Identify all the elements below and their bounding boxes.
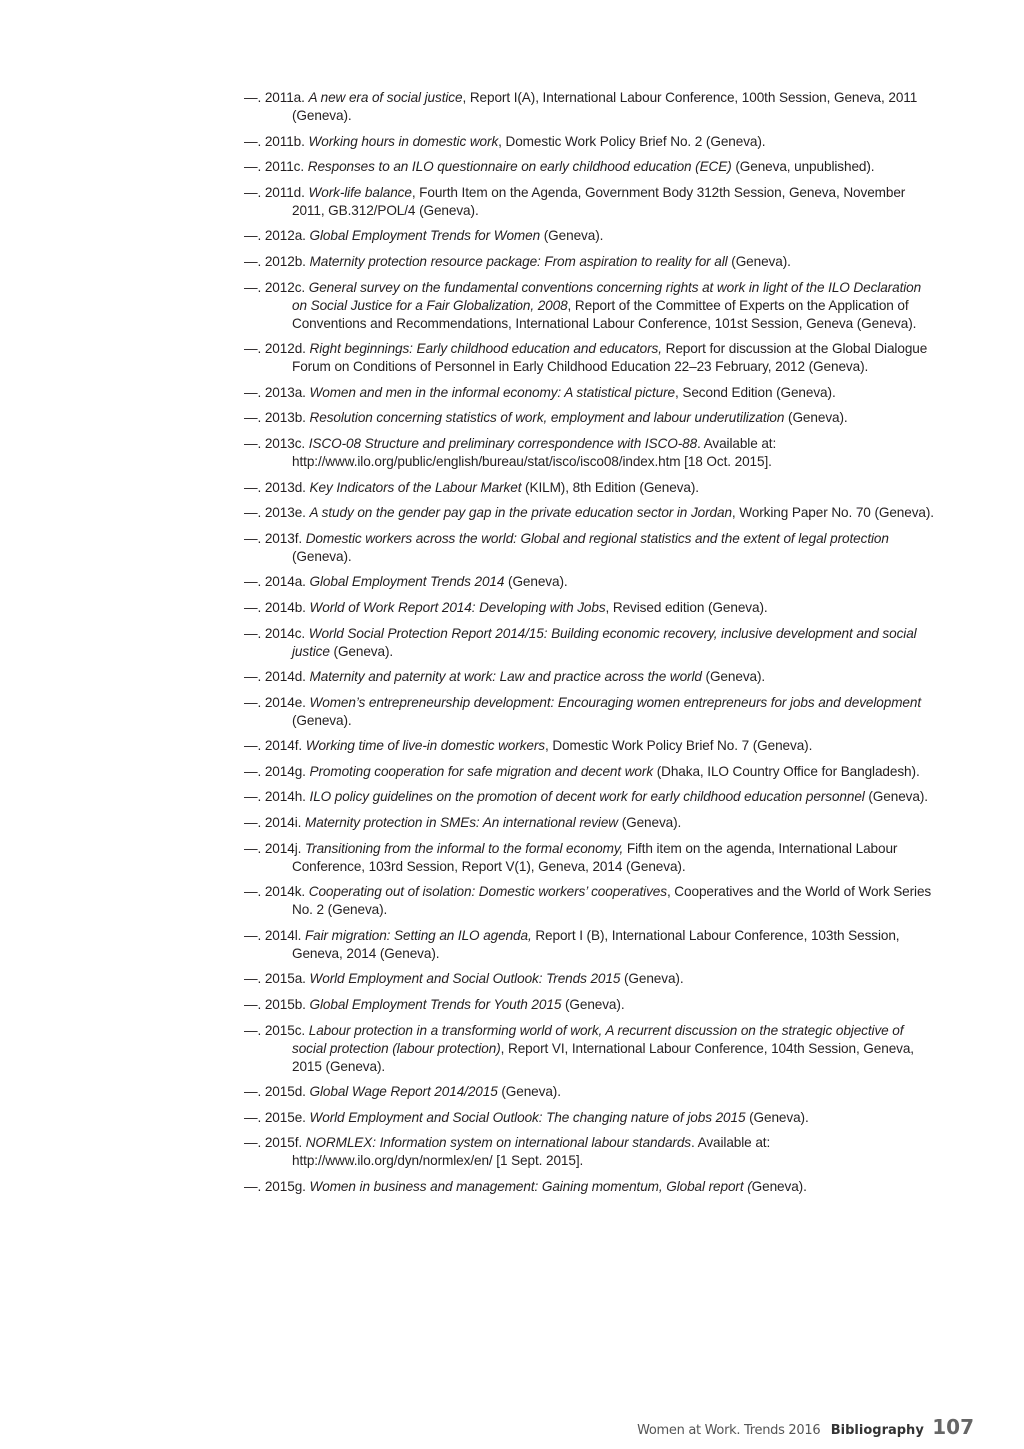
- bibliography-entry: [244, 668, 934, 686]
- entry-details: . Available at: http://www.ilo.org/dyn/normlex/en/ [1 Sept. 2015].: [292, 1135, 771, 1169]
- entry-title: Global Employment Trends for Women: [309, 228, 541, 244]
- entry-details: (Geneva).: [329, 643, 394, 659]
- entry-prefix: —. 2014l.: [244, 927, 305, 943]
- bibliography-entry: [244, 737, 934, 755]
- entry-prefix: —. 2015d.: [244, 1084, 310, 1100]
- entry-title: Women’s entrepreneurship development: Encouraging women entrepreneurs for jobs and development: [309, 694, 922, 710]
- entry-prefix: —. 2013a.: [244, 384, 310, 400]
- bibliography-entry: [244, 1083, 934, 1101]
- entry-prefix: —. 2015a.: [244, 971, 310, 987]
- bibliography-entry: [244, 530, 934, 566]
- entry-prefix: —. 2015e.: [244, 1109, 310, 1125]
- bibliography-entry: [244, 133, 934, 151]
- entry-title: A study on the gender pay gap in the private education sector in Jordan: [309, 505, 732, 521]
- entry-prefix: —. 2014i.: [244, 815, 305, 831]
- entry-details: (Geneva).: [561, 997, 625, 1013]
- bibliography-entry: [244, 504, 934, 522]
- entry-details: (Geneva).: [864, 789, 928, 805]
- entry-title: Maternity protection in SMEs: An international review: [304, 815, 619, 831]
- entry-details: , Working Paper No. 70 (Geneva).: [731, 505, 934, 521]
- page-footer: [637, 1417, 974, 1438]
- bibliography-entry: [244, 996, 934, 1014]
- entry-details: (Geneva).: [784, 410, 848, 426]
- page-number: 107: [932, 1415, 974, 1439]
- entry-prefix: —. 2014d.: [244, 669, 310, 685]
- entry-details: , Report of the Committee of Experts on the Application of Conventions and Recommendations, International Labour Conference, 101st Session, Geneva (Geneva).: [292, 297, 917, 331]
- bibliography-entry: [244, 384, 934, 402]
- entry-title: Working hours in domestic work: [308, 133, 499, 149]
- entry-details: (Geneva).: [292, 712, 352, 728]
- entry-title: Key Indicators of the Labour Market: [309, 479, 522, 495]
- entry-details: (KILM), 8th Edition (Geneva).: [521, 479, 699, 495]
- bibliography-entry: [244, 184, 934, 220]
- bibliography-entry: [244, 409, 934, 427]
- entry-title: Transitioning from the informal to the formal economy,: [304, 840, 624, 856]
- entry-prefix: —. 2013c.: [244, 435, 309, 451]
- bibliography-entry: [244, 479, 934, 497]
- bibliography-entry: [244, 883, 934, 919]
- entry-title: Labour protection in a transforming world of work, A recurrent discussion on the strategic objective of social protection (labour protection): [292, 1022, 904, 1056]
- entry-details: (Geneva).: [504, 574, 568, 590]
- entry-prefix: —. 2015g.: [244, 1179, 310, 1194]
- entry-details: , Second Edition (Geneva).: [675, 384, 836, 400]
- entry-title: ISCO-08 Structure and preliminary correspondence with ISCO-88: [308, 435, 698, 451]
- entry-prefix: —. 2013e.: [244, 505, 310, 521]
- entry-prefix: —. 2013d.: [244, 479, 310, 495]
- bibliography-entry: [244, 694, 934, 730]
- bibliography-entry: [244, 763, 934, 781]
- entry-title: ILO policy guidelines on the promotion of decent work for early childhood education personnel: [309, 789, 865, 805]
- entry-title: Women and men in the informal economy: A statistical picture: [309, 384, 675, 400]
- bibliography-entry: [244, 89, 934, 125]
- entry-details: , Revised edition (Geneva).: [605, 599, 768, 615]
- entry-details: (Geneva).: [292, 548, 352, 564]
- entry-details: (Geneva).: [497, 1084, 561, 1100]
- bibliography-entry: [244, 227, 934, 245]
- entry-details: (Geneva).: [727, 253, 791, 269]
- entry-title: Maternity and paternity at work: Law and practice across the world: [309, 669, 702, 685]
- entry-prefix: —. 2011d.: [244, 184, 309, 200]
- entry-title: NORMLEX: Information system on international labour standards: [305, 1135, 692, 1151]
- entry-details: Geneva).: [751, 1179, 807, 1194]
- entry-prefix: —. 2014c.: [244, 625, 309, 641]
- entry-prefix: —. 2011c.: [244, 159, 308, 175]
- entry-prefix: —. 2015b.: [244, 997, 310, 1013]
- bibliography-entry: [244, 840, 934, 876]
- entry-prefix: —. 2014k.: [244, 884, 309, 900]
- entry-title: Cooperating out of isolation: Domestic workers’ cooperatives: [308, 884, 667, 900]
- bibliography-entry: [244, 625, 934, 661]
- entry-details: (Geneva).: [618, 815, 682, 831]
- entry-title: Global Employment Trends for Youth 2015: [309, 997, 562, 1013]
- entry-details: , Report I(A), International Labour Conference, 100th Session, Geneva, 2011 (Geneva).: [292, 90, 918, 123]
- bibliography-entry: [244, 279, 934, 333]
- bibliography-entry: [244, 927, 934, 963]
- entry-details: (Dhaka, ILO Country Office for Bangladesh).: [653, 763, 920, 779]
- entry-prefix: —. 2014a.: [244, 574, 310, 590]
- entry-title: Maternity protection resource package: From aspiration to reality for all: [309, 253, 728, 269]
- entry-details: (Geneva).: [745, 1109, 809, 1125]
- entry-title: Work-life balance: [308, 184, 412, 200]
- entry-title: Resolution concerning statistics of work, employment and labour underutilization: [309, 410, 785, 426]
- bibliography-list: [244, 89, 934, 1204]
- bibliography-entry: [244, 599, 934, 617]
- entry-title: World of Work Report 2014: Developing with Jobs: [309, 599, 606, 615]
- entry-details: (Geneva).: [540, 228, 604, 244]
- entry-title: Right beginnings: Early childhood education and educators,: [309, 341, 662, 357]
- bibliography-entry: [244, 814, 934, 832]
- entry-title: Fair migration: Setting an ILO agenda,: [304, 927, 532, 943]
- entry-prefix: —. 2013f.: [244, 530, 306, 546]
- entry-prefix: —. 2014j.: [244, 840, 305, 856]
- entry-prefix: —. 2012c.: [244, 279, 309, 295]
- bibliography-entry: [244, 1178, 934, 1196]
- entry-title: World Social Protection Report 2014/15: Building economic recovery, inclusive development and social justice: [292, 625, 917, 659]
- entry-title: Domestic workers across the world: Global and regional statistics and the extent of legal protection: [305, 530, 889, 546]
- entry-title: A new era of social justice: [308, 90, 463, 105]
- entry-details: (Geneva, unpublished).: [731, 159, 875, 175]
- entry-prefix: —. 2015c.: [244, 1022, 309, 1038]
- entry-title: World Employment and Social Outlook: Trends 2015: [309, 971, 621, 987]
- footer-section-title: Bibliography: [830, 1423, 924, 1438]
- entry-prefix: —. 2011b.: [244, 133, 309, 149]
- footer-document-title: Women at Work. Trends 2016: [637, 1423, 821, 1438]
- entry-title: Women in business and management: Gaining momentum, Global report (: [309, 1179, 752, 1194]
- entry-prefix: —. 2012d.: [244, 341, 310, 357]
- bibliography-entry: [244, 1109, 934, 1127]
- entry-details: , Cooperatives and the World of Work Series No. 2 (Geneva).: [292, 884, 932, 918]
- entry-prefix: —. 2014e.: [244, 694, 310, 710]
- bibliography-entry: [244, 340, 934, 376]
- entry-prefix: —. 2014h.: [244, 789, 310, 805]
- bibliography-entry: [244, 435, 934, 471]
- entry-prefix: —. 2014f.: [244, 738, 306, 754]
- entry-details: Fifth item on the agenda, International Labour Conference, 103rd Session, Report V(1), Geneva, 2014 (Geneva).: [292, 840, 898, 874]
- entry-prefix: —. 2014g.: [244, 763, 310, 779]
- entry-title: Global Employment Trends 2014: [309, 574, 505, 590]
- entry-prefix: —. 2012b.: [244, 253, 310, 269]
- bibliography-entry: [244, 788, 934, 806]
- entry-details: , Report VI, International Labour Conference, 104th Session, Geneva, 2015 (Geneva).: [292, 1040, 914, 1074]
- entry-prefix: —. 2012a.: [244, 228, 310, 244]
- bibliography-entry: [244, 253, 934, 271]
- entry-prefix: —. 2011a.: [244, 90, 309, 105]
- entry-title: Global Wage Report 2014/2015: [309, 1084, 498, 1100]
- entry-title: Responses to an ILO questionnaire on early childhood education (ECE): [307, 159, 732, 175]
- entry-title: Promoting cooperation for safe migration and decent work: [309, 763, 654, 779]
- entry-details: . Available at: http://www.ilo.org/public/english/bureau/stat/isco/isco08/index.htm [18 Oct. 2015].: [292, 435, 777, 469]
- entry-title: World Employment and Social Outlook: The changing nature of jobs 2015: [309, 1109, 746, 1125]
- entry-prefix: —. 2013b.: [244, 410, 310, 426]
- bibliography-entry: [244, 970, 934, 988]
- entry-details: , Domestic Work Policy Brief No. 7 (Geneva).: [544, 738, 813, 754]
- bibliography-entry: [244, 1022, 934, 1076]
- entry-prefix: —. 2015f.: [244, 1135, 306, 1151]
- entry-details: (Geneva).: [701, 669, 766, 685]
- entry-title: General survey on the fundamental conventions concerning rights at work in light of the ILO Declaration on Social Justice for a Fair Globalization, 2008: [292, 279, 922, 313]
- bibliography-entry: [244, 573, 934, 591]
- entry-details: , Fourth Item on the Agenda, Government Body 312th Session, Geneva, November 2011, GB.312/POL/4 (Geneva).: [292, 184, 906, 218]
- bibliography-entry: [244, 1134, 934, 1170]
- entry-details: Report for discussion at the Global Dialogue Forum on Conditions of Personnel in Early Childhood Education 22–23 February, 2012 (Geneva).: [292, 341, 928, 375]
- entry-details: (Geneva).: [620, 971, 684, 987]
- entry-prefix: —. 2014b.: [244, 599, 310, 615]
- bibliography-entry: [244, 158, 934, 176]
- entry-details: , Domestic Work Policy Brief No. 2 (Geneva).: [498, 133, 766, 149]
- entry-details: Report I (B), International Labour Conference, 103th Session, Geneva, 2014 (Geneva).: [292, 927, 900, 961]
- entry-title: Working time of live-in domestic workers: [305, 738, 545, 754]
